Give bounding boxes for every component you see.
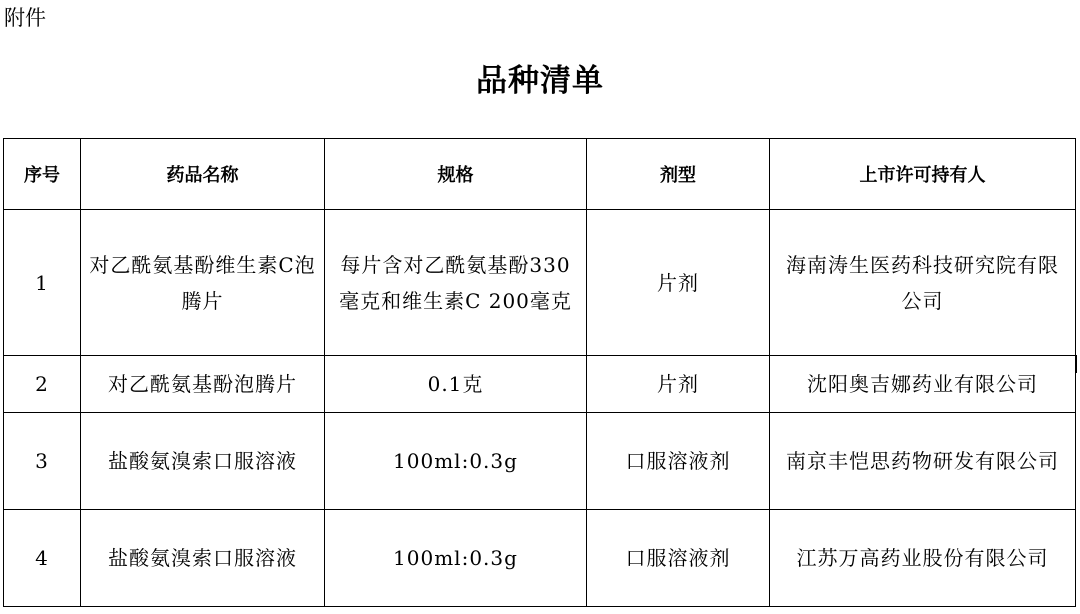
text-cursor-mark xyxy=(1075,355,1077,373)
row-dosage-form: 片剂 xyxy=(587,210,770,356)
row-no: 1 xyxy=(4,210,81,356)
row-drug-name: 盐酸氨溴索口服溶液 xyxy=(81,510,325,607)
table-header-row xyxy=(4,139,1076,210)
row-drug-name: 对乙酰氨基酚维生素C泡腾片 xyxy=(81,210,325,356)
column-header-form: 剂型 xyxy=(587,139,770,210)
row-no: 3 xyxy=(4,413,81,510)
row-drug-name: 盐酸氨溴索口服溶液 xyxy=(81,413,325,510)
row-no: 2 xyxy=(4,356,81,413)
row-holder: 江苏万高药业股份有限公司 xyxy=(770,510,1076,607)
table-row xyxy=(4,510,1076,607)
row-spec: 100ml:0.3g xyxy=(325,510,587,607)
variety-list-table xyxy=(3,138,1076,607)
row-spec: 100ml:0.3g xyxy=(325,413,587,510)
column-header-name: 药品名称 xyxy=(81,139,325,210)
column-header-spec: 规格 xyxy=(325,139,587,210)
table-row xyxy=(4,356,1076,413)
row-spec: 0.1克 xyxy=(325,356,587,413)
row-holder: 海南涛生医药科技研究院有限公司 xyxy=(770,210,1076,356)
page-title: 品种清单 xyxy=(476,63,604,99)
row-holder: 沈阳奥吉娜药业有限公司 xyxy=(770,356,1076,413)
row-dosage-form: 片剂 xyxy=(587,356,770,413)
row-drug-name: 对乙酰氨基酚泡腾片 xyxy=(81,356,325,413)
attachment-label: 附件 xyxy=(4,6,46,30)
row-dosage-form: 口服溶液剂 xyxy=(587,510,770,607)
column-header-no: 序号 xyxy=(4,139,81,210)
row-dosage-form: 口服溶液剂 xyxy=(587,413,770,510)
row-spec: 每片含对乙酰氨基酚330毫克和维生素C 200毫克 xyxy=(325,210,587,356)
table-row xyxy=(4,413,1076,510)
row-holder: 南京丰恺思药物研发有限公司 xyxy=(770,413,1076,510)
row-no: 4 xyxy=(4,510,81,607)
table-row xyxy=(4,210,1076,356)
column-header-holder: 上市许可持有人 xyxy=(770,139,1076,210)
